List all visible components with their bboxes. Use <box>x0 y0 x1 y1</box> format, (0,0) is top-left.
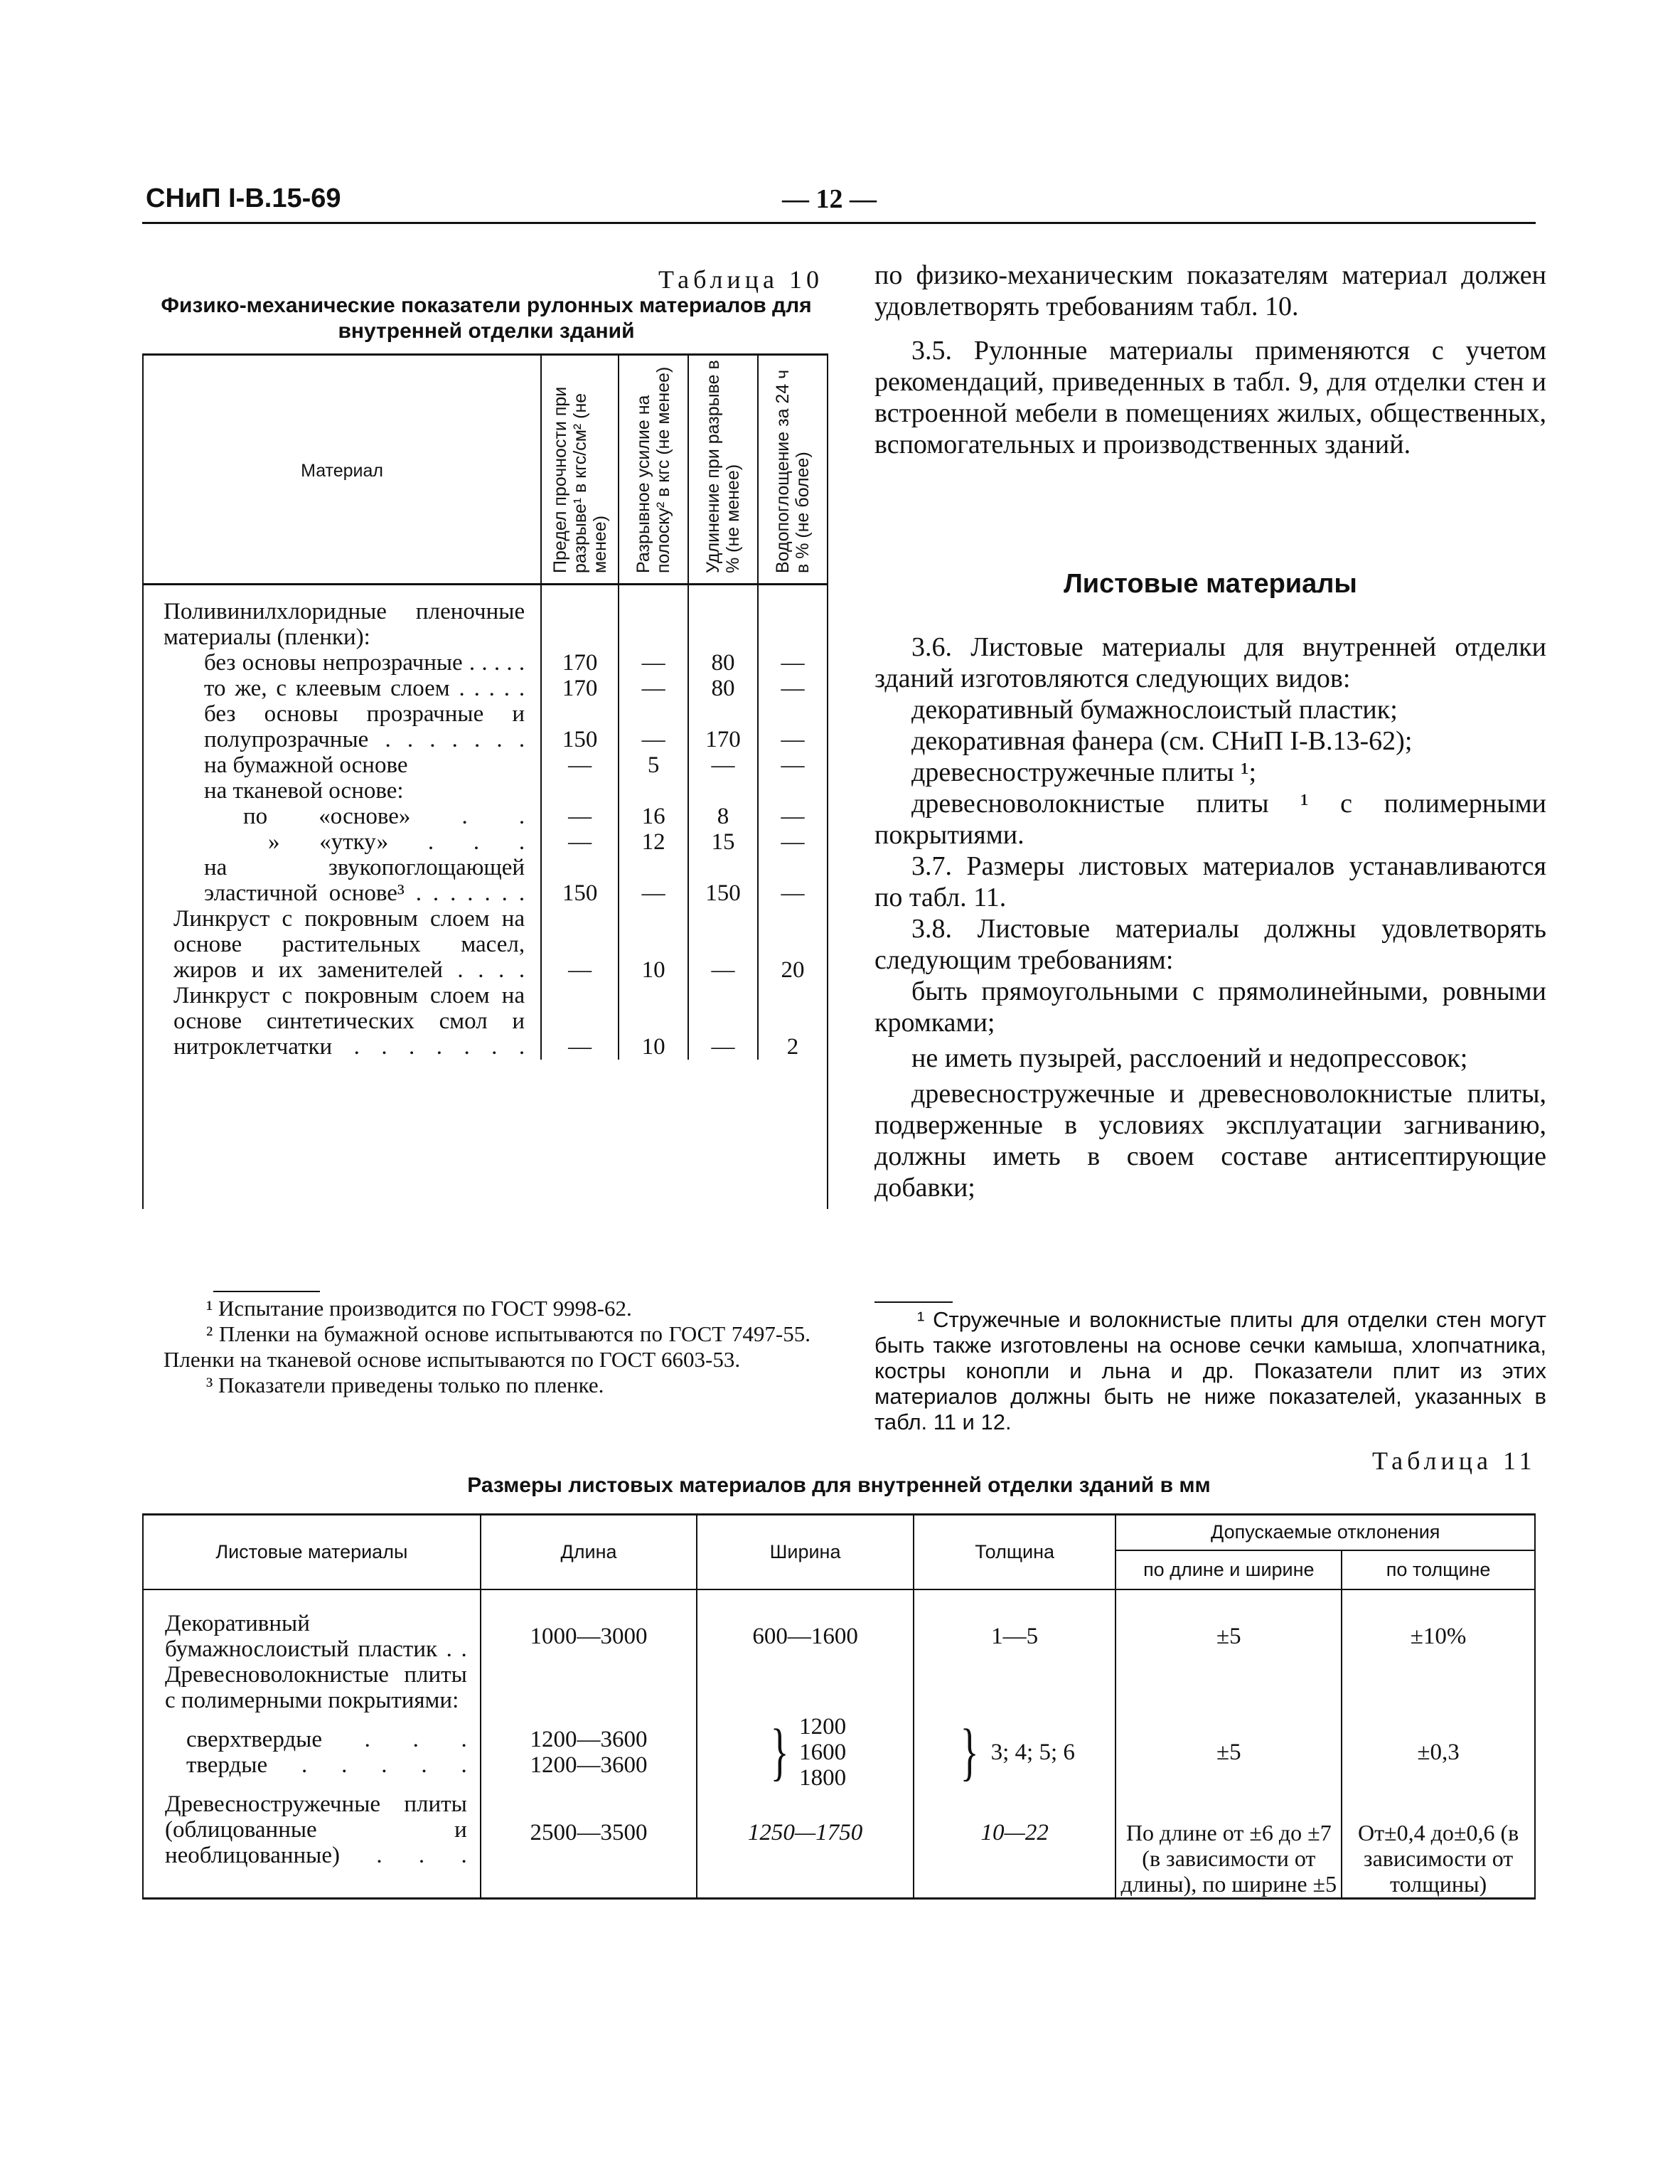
table10-header-material: Материал <box>143 355 541 585</box>
table-row: на звукопоглощающей эластичной основе³ . . . . . . . 150 — 150 — <box>143 855 828 906</box>
table-row: на бумажной основе — 5 — — <box>143 752 828 778</box>
table-row <box>143 1060 828 1209</box>
table-row: на тканевой основе: <box>143 778 828 804</box>
list-item: древесноволокнистые плиты ¹ с полимерными покрытиями. <box>874 789 1546 850</box>
table11 <box>142 1513 1536 1900</box>
page-number: — 12 — <box>782 184 877 214</box>
right-column-text-bottom <box>874 632 1546 1203</box>
table11-header-tol-t: по толщине <box>1342 1550 1535 1589</box>
footnote-2: ² Пленки на бумажной основе испытываются по ГОСТ 7497-55. Пленки на тканевой основе испытываются по ГОСТ 6603-53. <box>164 1321 810 1372</box>
table-row: Древесностружечные плиты (облицованные и необлицованные) . . . 2500—3500 1250—1750 10—22 По длине от ±6 до ±7 (в зависимости от длины), по ширине ±5 От±0,4 до±0,6 (в зависимости от толщины) <box>143 1791 1535 1899</box>
footnote-separator <box>213 1291 320 1292</box>
list-item: быть прямоугольными с прямолинейными, ровными кромками; <box>874 976 1546 1038</box>
table10-header-force: Разрывное усилие на полоску² в кгс (не менее) <box>619 355 688 585</box>
footnote-separator <box>874 1301 953 1303</box>
table11-header-tol-lw: по длине и ширине <box>1115 1550 1342 1589</box>
table10-header-strength: Предел прочности при разрыве¹ в кгс/см² (не менее) <box>541 355 619 585</box>
table10-label: Таблица 10 <box>658 265 823 294</box>
table11-header-tolerances: Допускаемые отклонения <box>1115 1515 1535 1550</box>
list-item: декоративная фанера (см. СНиП I-В.13-62); <box>911 726 1413 756</box>
list-item: декоративный бумажнослоистый пластик; <box>911 695 1398 725</box>
brace-icon: } <box>961 1716 979 1787</box>
table11-title: Размеры листовых материалов для внутренней отделки зданий в мм <box>467 1474 1211 1497</box>
table10-header-absorption: Водопоглощение за 24 ч в % (не более) <box>758 355 828 585</box>
paragraph-3-7: 3.7. Размеры листовых материалов устанавливаются по табл. 11. <box>874 851 1546 912</box>
table10 <box>142 353 828 1209</box>
paragraph-3-8: 3.8. Листовые материалы должны удовлетворять следующим требованиям: <box>874 914 1546 975</box>
table-row: Линкруст с покровным слоем на основе растительных масел, жиров и их заменителей . . . . — 10 — 20 <box>143 906 828 983</box>
table-row: Декоративный бумажнослоистый пластик . . 1000—3000 600—1600 1—5 ±5 ±10% <box>143 1611 1535 1662</box>
paragraph: по физико-механическим показателям материал должен удовлетворять требованиям табл. 10. <box>874 260 1546 321</box>
list-item: не иметь пузырей, расслоений и недопрессовок; <box>911 1043 1468 1073</box>
footnote-3: ³ Показатели приведены только по пленке. <box>206 1373 604 1397</box>
footnote-1: ¹ Испытание производится по ГОСТ 9998-62. <box>206 1296 632 1321</box>
paragraph-3-5: 3.5. Рулонные материалы применяются с учетом рекомендаций, приведенных в табл. 9, для отделки стен и встроенной мебели в помещениях жилых, общественных, вспомогательных и производственных зданий. <box>874 336 1546 459</box>
document-code: СНиП I-В.15-69 <box>146 183 341 213</box>
brace-icon: } <box>770 1716 789 1787</box>
table10-title: Физико-механические показатели рулонных материалов для внутренней отделки зданий <box>161 294 812 343</box>
right-column-text-top <box>874 260 1546 460</box>
table-row <box>143 585 828 599</box>
table10-footnotes <box>164 1296 810 1398</box>
list-item: древесностружечные и древесноволокнистые плиты, подверженные в условиях эксплуатации загниванию, должны иметь в своем составе антисептирующие добавки; <box>874 1079 1546 1203</box>
table-row: » «утку» . . . — 12 15 — <box>143 829 828 855</box>
table-row: без основы непрозрачные . . . . . 170 — 80 — <box>143 650 828 676</box>
table11-header-thickness: Толщина <box>914 1515 1116 1589</box>
table-row: сверхтвердые . . . твердые . . . . . 1200—3600 1200—3600 } 1200 1600 1800 } 3; 4; 5; 6 ±5 ±0,3 <box>143 1713 1535 1791</box>
table-row: без основы прозрачные и полупрозрачные . . . . . . . 150 — 170 — <box>143 701 828 752</box>
table11-header-length: Длина <box>481 1515 697 1589</box>
header-rule <box>142 222 1536 224</box>
table-row: по «основе» . . — 16 8 — <box>143 804 828 829</box>
right-footnote: ¹ Стружечные и волокнистые плиты для отделки стен могут быть также изготовлены на основе сечки камыша, хлопчатника, костры конопли и льна и др. Показатели плит из этих материалов должны быть не ниже показателей, указанных в табл. 11 и 12. <box>874 1307 1546 1434</box>
list-item: древесностружечные плиты ¹; <box>911 757 1257 787</box>
section-title: Листовые материалы <box>1064 569 1357 599</box>
table11-label: Таблица 11 <box>1372 1447 1536 1475</box>
table10-header-elongation: Удлинение при разрыве в % (не менее) <box>688 355 758 585</box>
paragraph-3-6: 3.6. Листовые материалы для внутренней отделки зданий изготовляются следующих видов: <box>874 632 1546 693</box>
table11-header-width: Ширина <box>697 1515 914 1589</box>
table-row: то же, с клеевым слоем . . . . . 170 — 80 — <box>143 676 828 701</box>
table11-header-material: Листовые материалы <box>143 1515 481 1589</box>
table-row: Древесноволокнистые плиты с полимерными покрытиями: <box>143 1662 1535 1713</box>
table-row: Линкруст с покровным слоем на основе синтетических смол и нитроклетчатки . . . . . . . — 10 — 2 <box>143 983 828 1060</box>
table-row: Поливинилхлоридные пленочные материалы (пленки): <box>143 599 828 650</box>
